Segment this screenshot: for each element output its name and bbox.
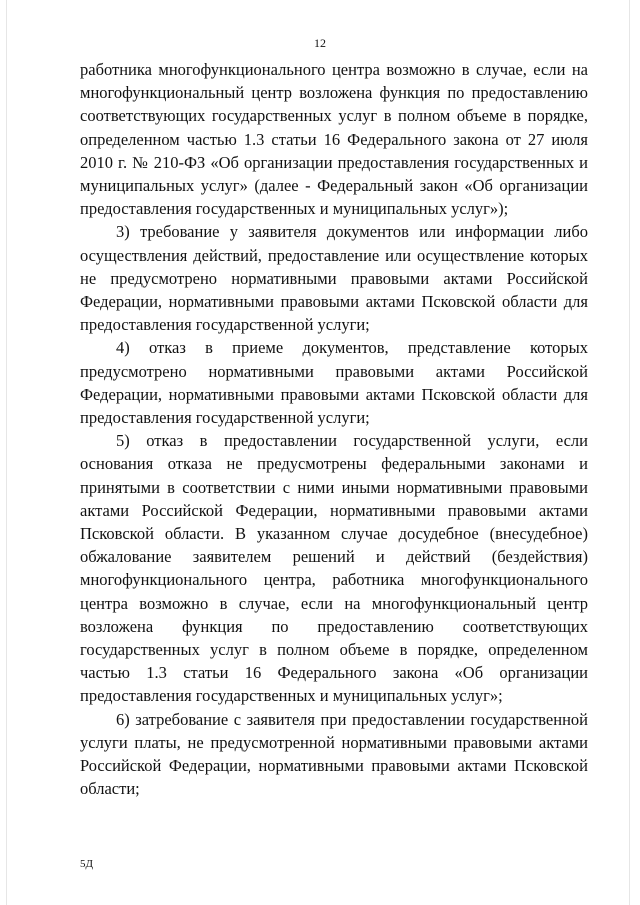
paragraph-continuation: работника многофункционального центра возможно в случае, если на многофункциональный центр возложена функция по предоставлению соответствующих государственных услуг в полном объеме в порядке, определенном частью 1.3 статьи 16 Федерального закона от 27 июля 2010 г. № 210-ФЗ «Об организации предоставления государственных и муниципальных услуг» (далее - Федеральный закон «Об организации предоставления государственных и муниципальных услуг»); (80, 60, 588, 219)
footer-mark: 5Д (80, 858, 94, 870)
paragraph-item-3: 3) требование у заявителя документов или информации либо осуществления действий, предоставление или осуществление которых не предусмотрено нормативными правовыми актами Российской Федерации, нормативными правовыми актами Псковской области для предоставления государственной услуги; (80, 222, 588, 335)
document-body (80, 58, 588, 801)
scan-edge-left (6, 0, 7, 905)
paragraph-item-6: 6) затребование с заявителя при предоставлении государственной услуги платы, не предусмотренной нормативными правовыми актами Российской Федерации, нормативными правовыми актами Псковской области; (80, 709, 588, 799)
scan-edge-right (629, 0, 630, 905)
paragraph-item-4: 4) отказ в приеме документов, представление которых предусмотрено нормативными правовыми актами Российской Федерации, нормативными правовыми актами Псковской области для предоставления государственной услуги; (80, 338, 588, 428)
page-number: 12 (314, 36, 326, 50)
paragraph-item-5: 5) отказ в предоставлении государственной услуги, если основания отказа не предусмотрены федеральными законами и принятыми в соответствии с ними иными нормативными правовыми актами Российской Федерации, нормативными правовыми актами Псковской области. В указанном случае досудебное (внесудебное) обжалование заявителем решений и действий (бездействия) многофункционального центра, работника многофункционального центра возможно в случае, если на многофункциональный центр возложена функция по предоставлению соответствующих государственных услуг в полном объеме в порядке, определенном частью 1.3 статьи 16 Федерального закона «Об организации предоставления государственных и муниципальных услуг»; (80, 431, 588, 706)
